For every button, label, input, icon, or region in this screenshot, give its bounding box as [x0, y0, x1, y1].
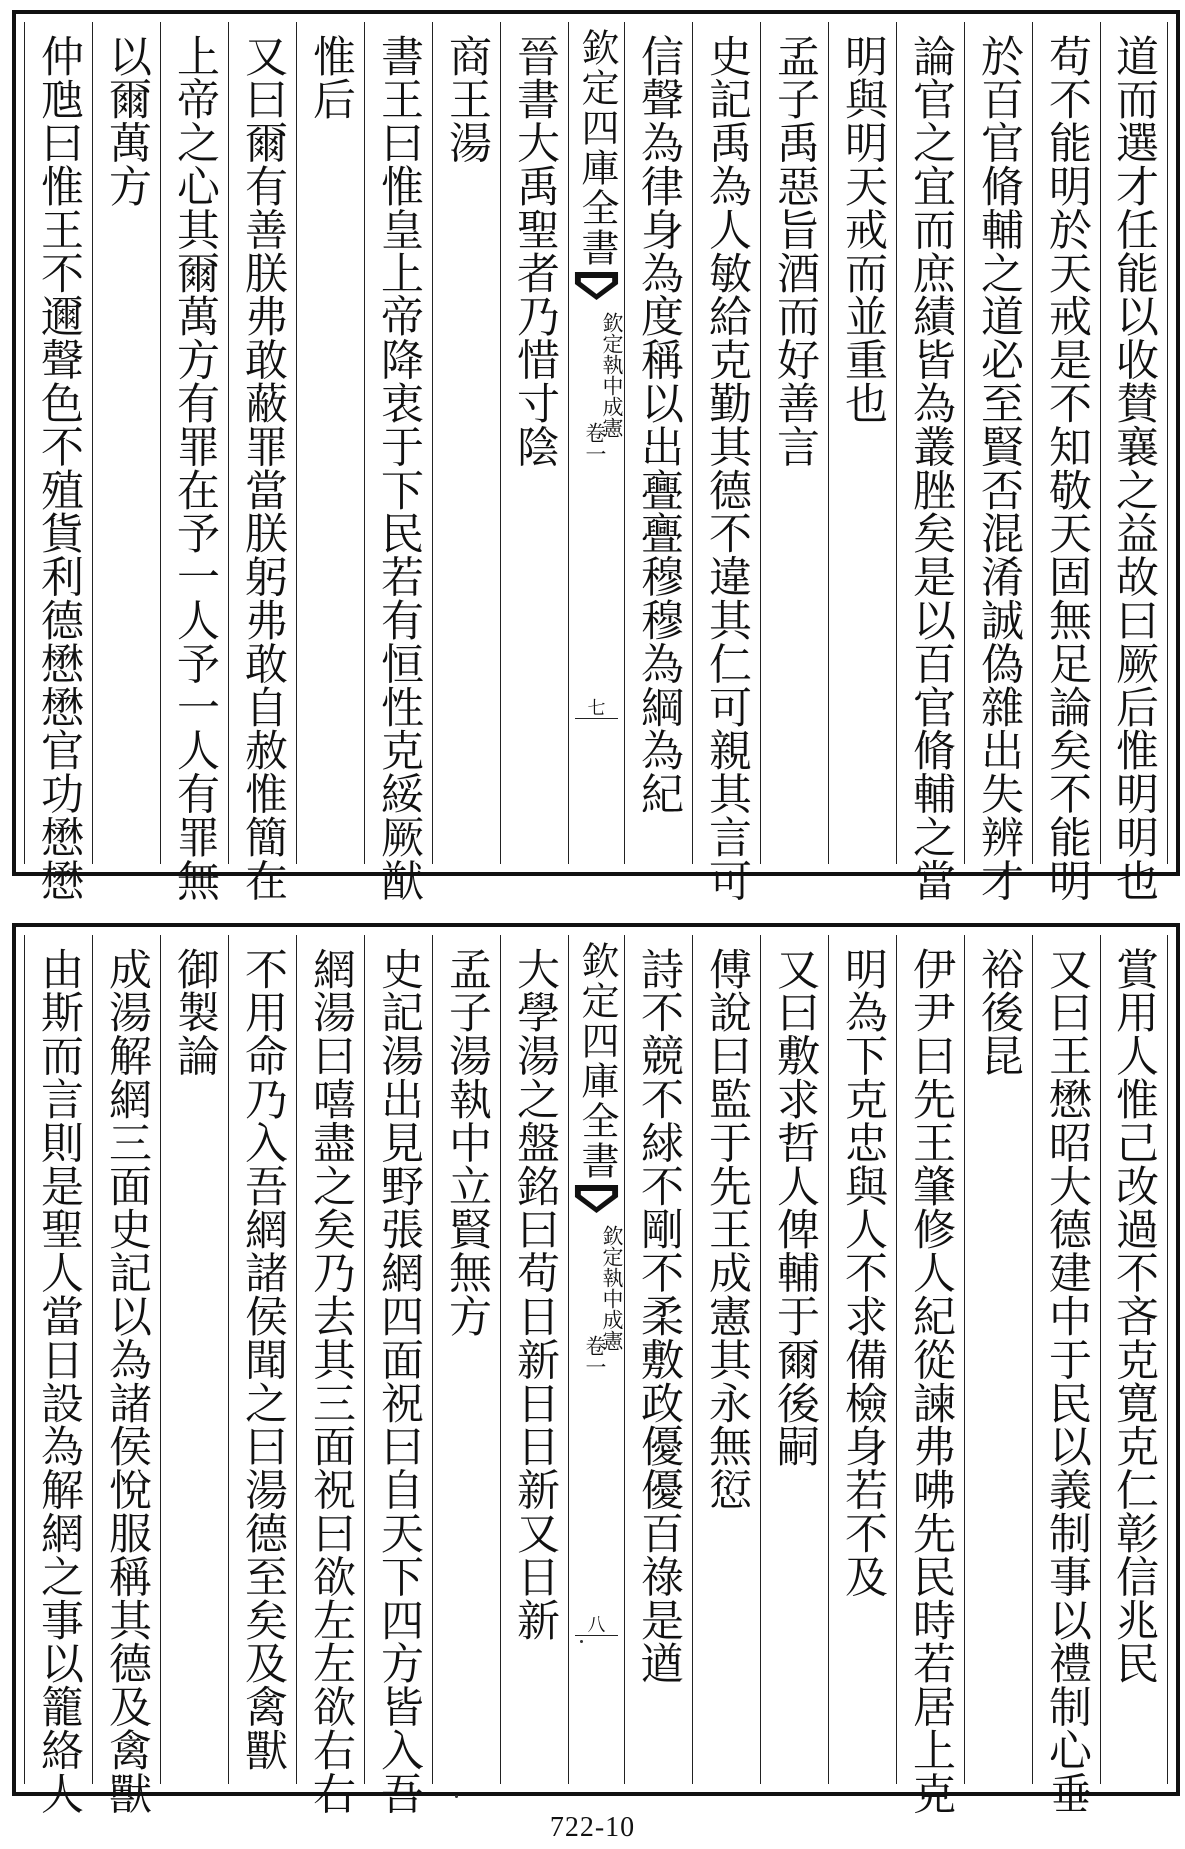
text-column	[432, 935, 500, 1784]
column-text: 史記湯出見野張網四面祝曰自天下四方皆入吾	[374, 947, 424, 1815]
spine-volume: 卷一	[583, 422, 607, 464]
text-column	[1100, 22, 1168, 902]
column-text: 信聲為律身為度稱以出亹亹穆穆為綱為紀	[634, 34, 684, 816]
book-spine	[568, 935, 624, 1784]
text-column	[1032, 935, 1100, 1815]
book-spine	[568, 22, 624, 864]
column-text: 裕後昆	[974, 947, 1024, 1078]
column-text: 惟后	[306, 34, 356, 121]
fishtail-mark-icon	[573, 270, 620, 304]
column-text: 商王湯	[442, 34, 492, 165]
column-text: 又曰敷求哲人俾輔于爾後嗣	[770, 947, 820, 1468]
spine-page-number: 七	[587, 698, 606, 719]
text-column	[1032, 22, 1100, 902]
top-page	[12, 10, 1180, 902]
column-text: 又曰爾有善朕弗敢蔽罪當朕躬弗敢自赦惟簡在	[238, 34, 288, 902]
column-text: 又曰王懋昭大德建中于民以義制事以禮制心垂	[1042, 947, 1092, 1815]
text-column	[692, 22, 760, 902]
column-text: 賞用人惟己改過不吝克寛克仁彰信兆民	[1109, 947, 1159, 1685]
column-text: 上帝之心其爾萬方有罪在予一人予一人有罪無	[170, 34, 220, 902]
bottom-columns	[24, 935, 1168, 1815]
text-column	[228, 935, 296, 1784]
spine-subtitle: 欽定執中成憲	[600, 1225, 624, 1351]
text-column	[896, 22, 964, 902]
spine-volume: 卷一	[583, 1335, 607, 1377]
column-text: 道而選才任能以收賛襄之益故曰厥后惟明明也	[1109, 34, 1159, 902]
text-column	[160, 935, 228, 1784]
column-text: 孟子禹惡旨酒而好善言	[770, 34, 820, 468]
text-column	[160, 22, 228, 902]
column-text: 詩不競不絿不剛不柔敷政優優百祿是遒	[634, 947, 684, 1685]
column-text: 史記禹為人敏給克勤其德不違其仁可親其言可	[702, 34, 752, 902]
text-column	[364, 22, 432, 902]
column-text: 網湯曰嘻盡之矣乃去其三面祝曰欲左左欲右右	[306, 947, 356, 1815]
column-text: 於百官脩輔之道必至賢否混淆誠偽雜出失辨才	[974, 34, 1024, 902]
column-text: 成湯解網三面史記以為諸侯悅服稱其德及禽獸	[102, 947, 152, 1815]
text-column	[364, 935, 432, 1815]
text-column	[828, 935, 896, 1784]
column-text: 以爾萬方	[102, 34, 152, 208]
text-column	[228, 22, 296, 902]
column-text: 不用命乃入吾網諸侯聞之曰湯德至矣及禽獸	[238, 947, 288, 1772]
text-column	[964, 935, 1032, 1784]
text-column	[964, 22, 1032, 902]
column-text: 明為下克忠與人不求備檢身若不及	[838, 947, 888, 1598]
text-column	[896, 935, 964, 1815]
text-column	[500, 22, 568, 864]
scan-speck	[580, 1640, 583, 1643]
spine-page-number: 八	[587, 1615, 606, 1636]
column-text: 苟不能明於天戒是不知敬天固無足論矣不能明	[1042, 34, 1092, 902]
text-column	[1100, 935, 1168, 1784]
column-text: 晉書大禹聖者乃惜寸陰	[510, 34, 560, 468]
text-column	[24, 22, 92, 902]
column-text: 傅說曰監于先王成憲其永無愆	[702, 947, 752, 1512]
page-code: 722-10	[549, 1812, 636, 1843]
column-text: 伊尹曰先王肇修人紀從諫弗咈先民時若居上克	[906, 947, 956, 1815]
text-column	[624, 935, 692, 1784]
text-column	[760, 935, 828, 1784]
text-column	[624, 22, 692, 864]
text-column	[760, 22, 828, 864]
text-column	[296, 935, 364, 1815]
text-column	[500, 935, 568, 1784]
text-column	[432, 22, 500, 864]
bottom-page	[12, 923, 1180, 1815]
column-text: 御製論	[170, 947, 220, 1078]
column-text: 仲虺曰惟王不邇聲色不殖貨利德懋懋官功懋懋	[34, 34, 84, 902]
text-column	[92, 22, 160, 864]
column-text: 由斯而言則是聖人當日設為解網之事以籠絡人	[34, 947, 84, 1815]
column-text: 論官之宜而庶績皆為叢脞矣是以百官脩輔之當	[906, 34, 956, 902]
column-text: 明與明天戒而並重也	[838, 34, 888, 425]
top-columns	[24, 22, 1168, 902]
text-column	[296, 22, 364, 864]
spine-title: 欽定四庫全書	[575, 941, 619, 1181]
column-text: 孟子湯執中立賢無方	[442, 947, 492, 1338]
spine-title: 欽定四庫全書	[575, 28, 619, 268]
scan-speck	[455, 1795, 458, 1798]
column-text: 大學湯之盤銘曰苟日新日日新又日新	[510, 947, 560, 1642]
text-column	[692, 935, 760, 1784]
fishtail-mark-icon	[573, 1183, 620, 1217]
spine-subtitle: 欽定執中成憲	[600, 312, 624, 438]
text-column	[24, 935, 92, 1815]
column-text: 書王曰惟皇上帝降衷于下民若有恒性克綏厥猷	[374, 34, 424, 902]
text-column	[92, 935, 160, 1815]
text-column	[828, 22, 896, 864]
